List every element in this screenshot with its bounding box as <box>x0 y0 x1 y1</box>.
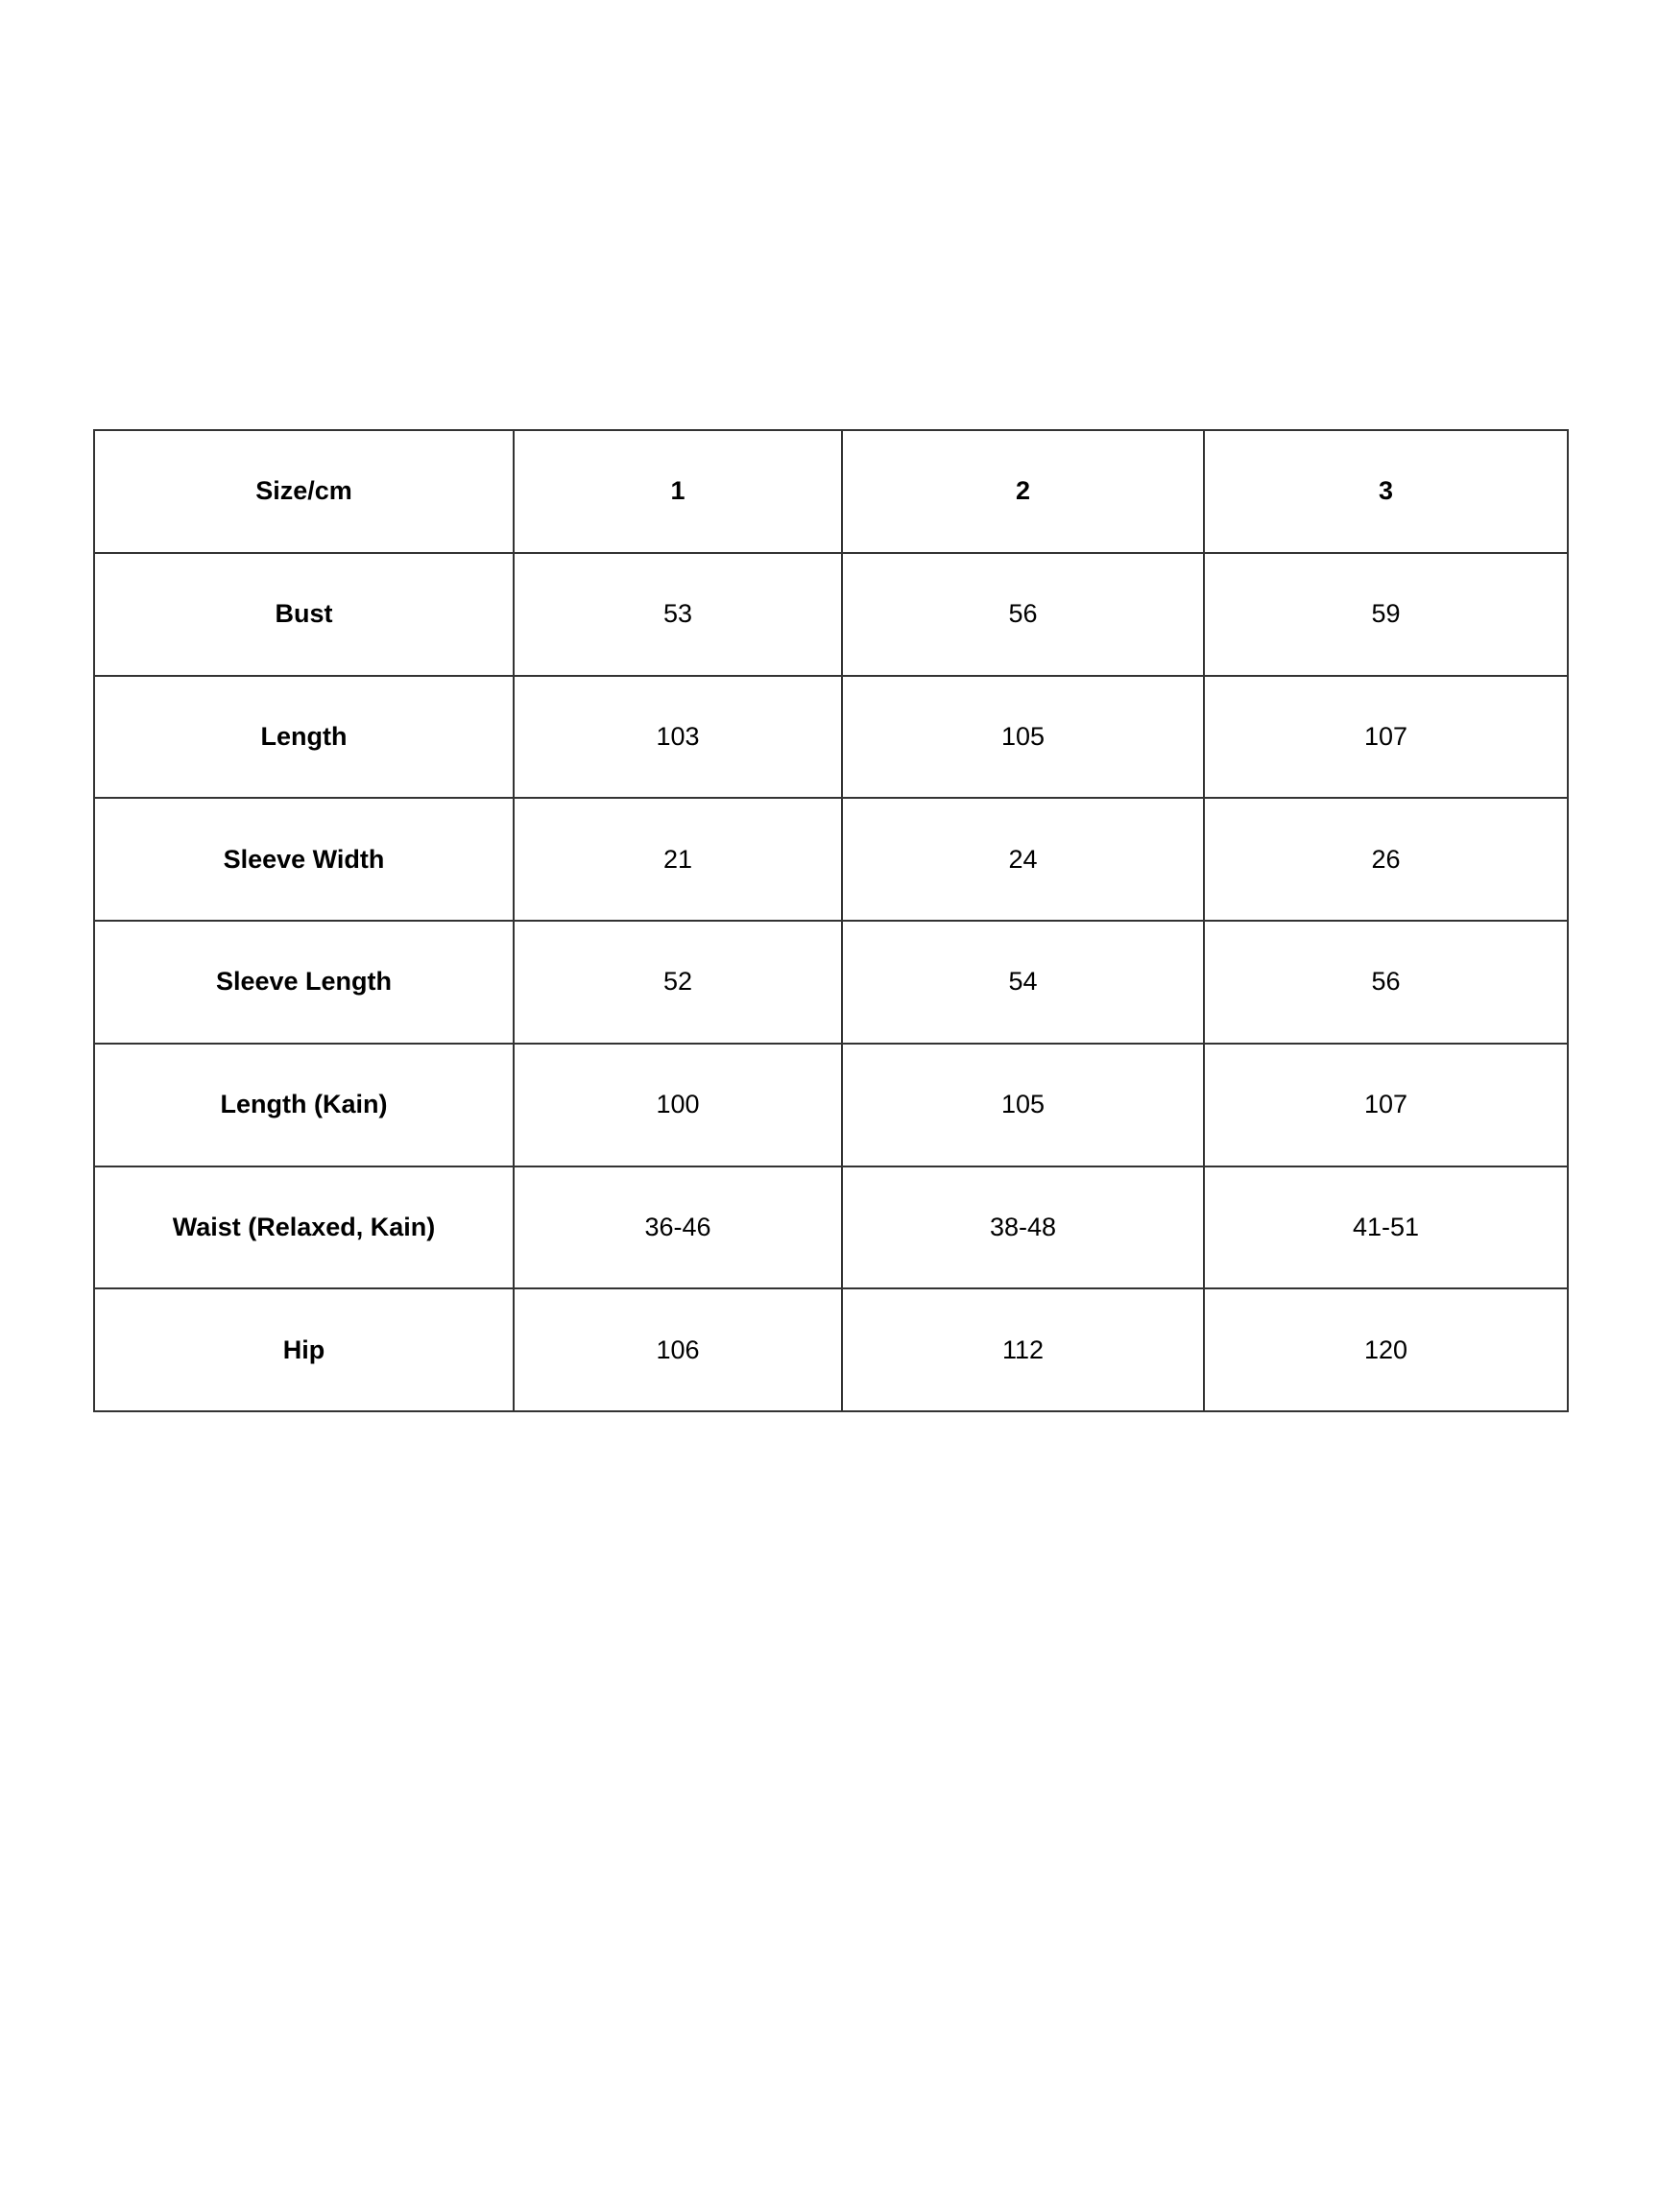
value-cell: 56 <box>842 553 1204 676</box>
row-label-cell: Sleeve Width <box>94 798 514 921</box>
size-chart-table <box>93 429 1569 1412</box>
value-cell: 59 <box>1204 553 1568 676</box>
value-cell: 53 <box>514 553 842 676</box>
header-cell-size-2: 2 <box>842 430 1204 553</box>
header-row <box>94 430 1568 553</box>
value-cell: 52 <box>514 921 842 1044</box>
value-cell: 41-51 <box>1204 1166 1568 1289</box>
header-cell-size-3: 3 <box>1204 430 1568 553</box>
value-cell: 107 <box>1204 676 1568 799</box>
value-cell: 106 <box>514 1288 842 1411</box>
row-label-cell: Waist (Relaxed, Kain) <box>94 1166 514 1289</box>
value-cell: 36-46 <box>514 1166 842 1289</box>
value-cell: 103 <box>514 676 842 799</box>
value-cell: 120 <box>1204 1288 1568 1411</box>
row-label-cell: Length (Kain) <box>94 1044 514 1166</box>
table-row-sleeve-length <box>94 921 1568 1044</box>
table-row-sleeve-width <box>94 798 1568 921</box>
value-cell: 24 <box>842 798 1204 921</box>
header-cell-size-unit: Size/cm <box>94 430 514 553</box>
value-cell: 54 <box>842 921 1204 1044</box>
row-label-cell: Length <box>94 676 514 799</box>
value-cell: 107 <box>1204 1044 1568 1166</box>
value-cell: 105 <box>842 676 1204 799</box>
value-cell: 100 <box>514 1044 842 1166</box>
row-label-cell: Bust <box>94 553 514 676</box>
value-cell: 38-48 <box>842 1166 1204 1289</box>
table-row-length-kain <box>94 1044 1568 1166</box>
value-cell: 21 <box>514 798 842 921</box>
row-label-cell: Sleeve Length <box>94 921 514 1044</box>
row-label-cell: Hip <box>94 1288 514 1411</box>
value-cell: 56 <box>1204 921 1568 1044</box>
table-row-hip <box>94 1288 1568 1411</box>
table-row-bust <box>94 553 1568 676</box>
value-cell: 26 <box>1204 798 1568 921</box>
table-row-length <box>94 676 1568 799</box>
value-cell: 112 <box>842 1288 1204 1411</box>
value-cell: 105 <box>842 1044 1204 1166</box>
header-cell-size-1: 1 <box>514 430 842 553</box>
table-row-waist-relaxed-kain <box>94 1166 1568 1289</box>
